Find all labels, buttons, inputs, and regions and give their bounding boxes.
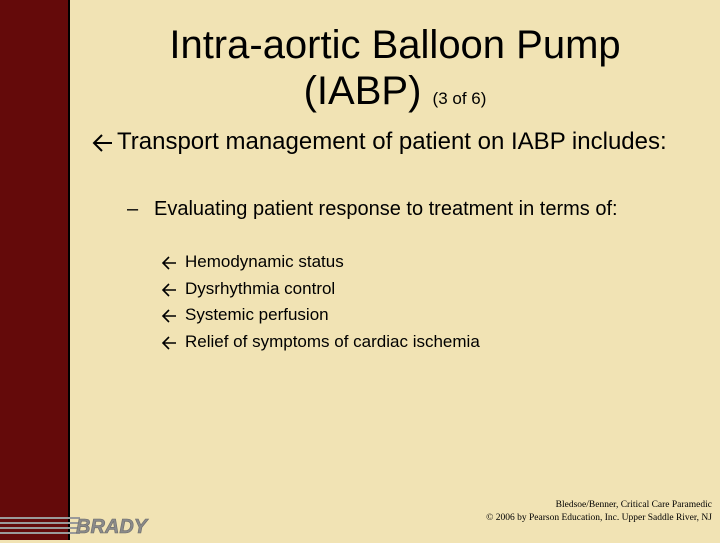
secondary-bullet: [127, 197, 687, 222]
title-iabp: (IABP): [303, 69, 422, 113]
copyright-footer: [486, 499, 712, 525]
arrow-left-icon: [160, 251, 178, 279]
dash-marker: –: [127, 198, 139, 220]
sidebar-band: [0, 0, 68, 540]
brady-logo: [0, 512, 170, 538]
list-item: [160, 331, 660, 358]
list-item-text: Dysrhythmia control: [185, 278, 336, 298]
footer-line-1: Bledsoe/Benner, Critical Care Paramedic: [555, 500, 712, 510]
list-item: [160, 304, 660, 331]
list-item-text: Hemodynamic status: [185, 252, 344, 271]
arrow-left-icon: [160, 278, 178, 306]
arrow-left-icon: [160, 304, 178, 332]
title-part-indicator: (3 of 6): [432, 89, 487, 108]
main-bullet-text: Transport management of patient on IABP includes:: [117, 128, 667, 155]
list-item-text: Systemic perfusion: [185, 305, 329, 324]
arrow-left-icon: [90, 128, 114, 163]
main-bullet: [90, 128, 690, 156]
arrow-left-icon: [160, 331, 178, 359]
list-item: [160, 251, 660, 278]
list-item-text: Relief of symptoms of cardiac ischemia: [185, 331, 480, 351]
title-line-1: Intra-aortic Balloon Pump: [169, 23, 621, 67]
slide-title: [70, 22, 720, 122]
logo-text: BRADY: [76, 516, 148, 538]
title-line-2: [70, 68, 720, 122]
sub-bullet-list: [160, 251, 660, 357]
list-item: [160, 278, 660, 305]
footer-line-2: © 2006 by Pearson Education, Inc. Upper Saddle River, NJ: [486, 513, 712, 523]
secondary-bullet-text: Evaluating patient response to treatment in terms of:: [154, 198, 618, 220]
